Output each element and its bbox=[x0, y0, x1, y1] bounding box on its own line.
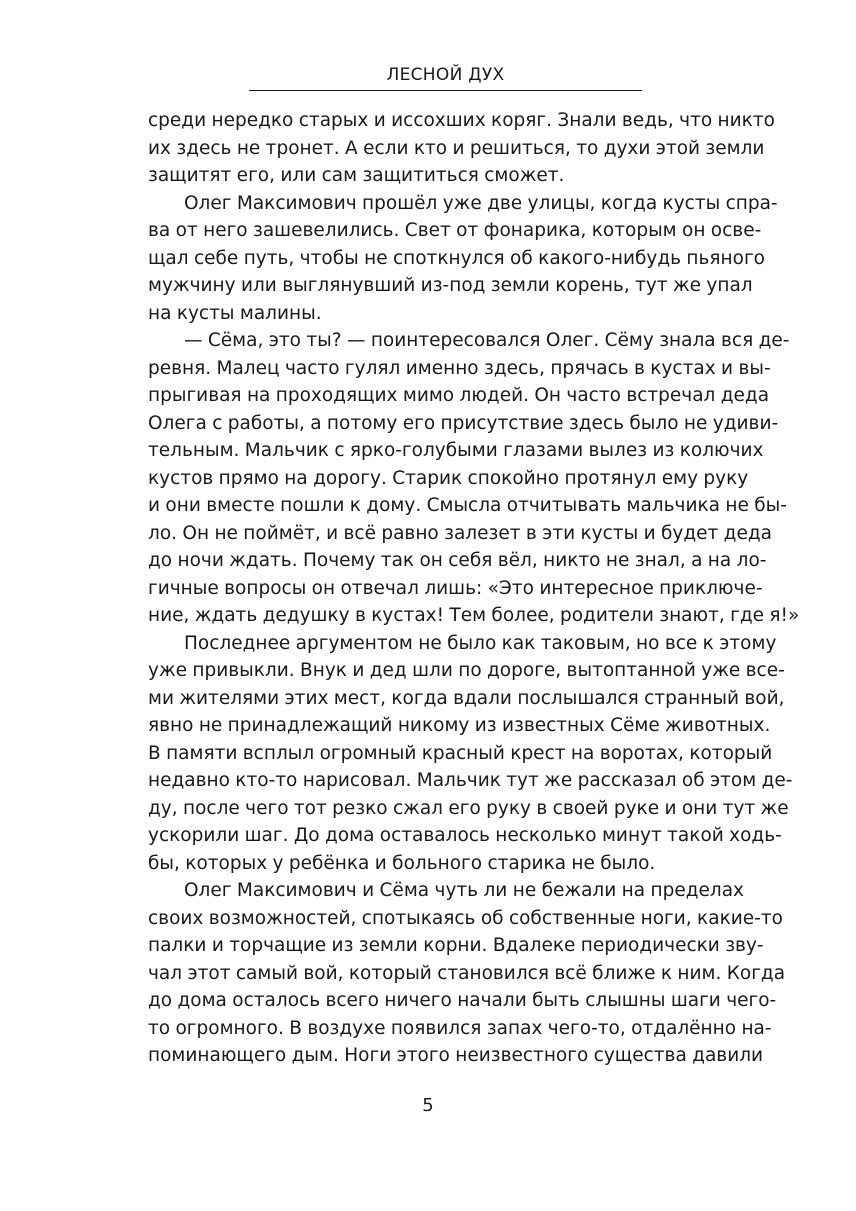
text-line: прыгивая на проходящих мимо людей. Он часто встречал деда bbox=[148, 385, 770, 406]
text-line: Последнее аргументом не было как таковым, но все к этому bbox=[184, 632, 777, 654]
text-line: и они вместе пошли к дому. Смысла отчитывать мальчика не бы- bbox=[148, 495, 787, 516]
text-line: поминающего дым. Ноги этого неизвестного существа давили bbox=[148, 1045, 764, 1066]
text-line: ми жителями этих мест, когда вдали послышался странный вой, bbox=[148, 687, 785, 709]
text-line: мужчину или выглянувший из-под земли корень, тут же упал bbox=[148, 275, 753, 296]
text-line: В памяти всплыл огромный красный крест на воротах, который bbox=[148, 742, 773, 764]
text-line: на кусты малины. bbox=[148, 302, 322, 324]
text-line: ускорили шаг. До дома оставалось несколько минут такой ходь- bbox=[148, 825, 782, 846]
text-line: явно не принадлежащий никому из известных Сёме животных. bbox=[148, 715, 771, 736]
text-line: тельным. Мальчик с ярко-голубыми глазами вылез из колючих bbox=[148, 440, 764, 461]
text-line: то огромного. В воздухе появился запах чего-то, отдалённо на- bbox=[148, 1017, 772, 1039]
text-line: до дома осталось всего ничего начали быть слышны шаги чего- bbox=[148, 990, 777, 1011]
text-line: Олег Максимович прошёл уже две улицы, когда кусты спра- bbox=[184, 192, 778, 214]
text-line: палки и торчащие из земли корни. Вдалеке периодически зву- bbox=[148, 935, 764, 956]
running-head-rule bbox=[249, 90, 642, 91]
body-text bbox=[148, 107, 800, 1070]
text-line: ло. Он не поймёт, и всё равно залезет в эти кусты и будет деда bbox=[148, 522, 772, 544]
text-line: ду, после чего тот резко сжал его руку в своей руке и они тут же bbox=[148, 797, 789, 819]
text-line: до ночи ждать. Почему так он себя вёл, никто не знал, а на ло- bbox=[148, 550, 767, 571]
text-line: ва от него зашевелились. Свет от фонарика, которым он осве- bbox=[148, 220, 762, 241]
text-line: ревня. Малец часто гулял именно здесь, прячась в кустах и вы- bbox=[148, 357, 771, 379]
text-line: гичные вопросы он отвечал лишь: «Это интересное приключе- bbox=[148, 577, 763, 599]
text-line: их здесь не тронет. А если кто и решиться, то духи этой земли bbox=[148, 137, 765, 159]
text-line: — Сёма, это ты? — поинтересовался Олег. Сёму знала вся де- bbox=[184, 330, 790, 351]
text-line: уже привыкли. Внук и дед шли по дороге, вытоптанной уже все- bbox=[148, 660, 785, 681]
text-line: ние, ждать дедушку в кустах! Тем более, родители знают, где я!» bbox=[148, 605, 800, 626]
text-line: недавно кто-то нарисовал. Мальчик тут же рассказал об этом де- bbox=[148, 770, 793, 791]
text-line: бы, которых у ребёнка и больного старика не было. bbox=[148, 852, 656, 874]
text-line: кустов прямо на дорогу. Старик спокойно протянул ему руку bbox=[148, 467, 749, 489]
text-line: Олега с работы, а потому его присутствие здесь было не удиви- bbox=[148, 412, 779, 434]
page-number: 5 bbox=[422, 1095, 434, 1116]
text-line: чал этот самый вой, который становился всё ближе к ним. Когда bbox=[148, 962, 786, 984]
text-line: Олег Максимович и Сёма чуть ли не бежали на пределах bbox=[184, 880, 744, 901]
text-line: среди нередко старых и иссохших коряг. Знали ведь, что никто bbox=[148, 110, 775, 131]
text-line: своих возможностей, спотыкаясь об собственные ноги, какие-то bbox=[148, 907, 783, 929]
text-line: защитят его, или сам защититься сможет. bbox=[148, 165, 565, 186]
text-line: щал себе путь, чтобы не споткнулся об какого-нибудь пьяного bbox=[148, 247, 765, 269]
running-head: ЛЕСНОЙ ДУХ bbox=[386, 65, 505, 85]
